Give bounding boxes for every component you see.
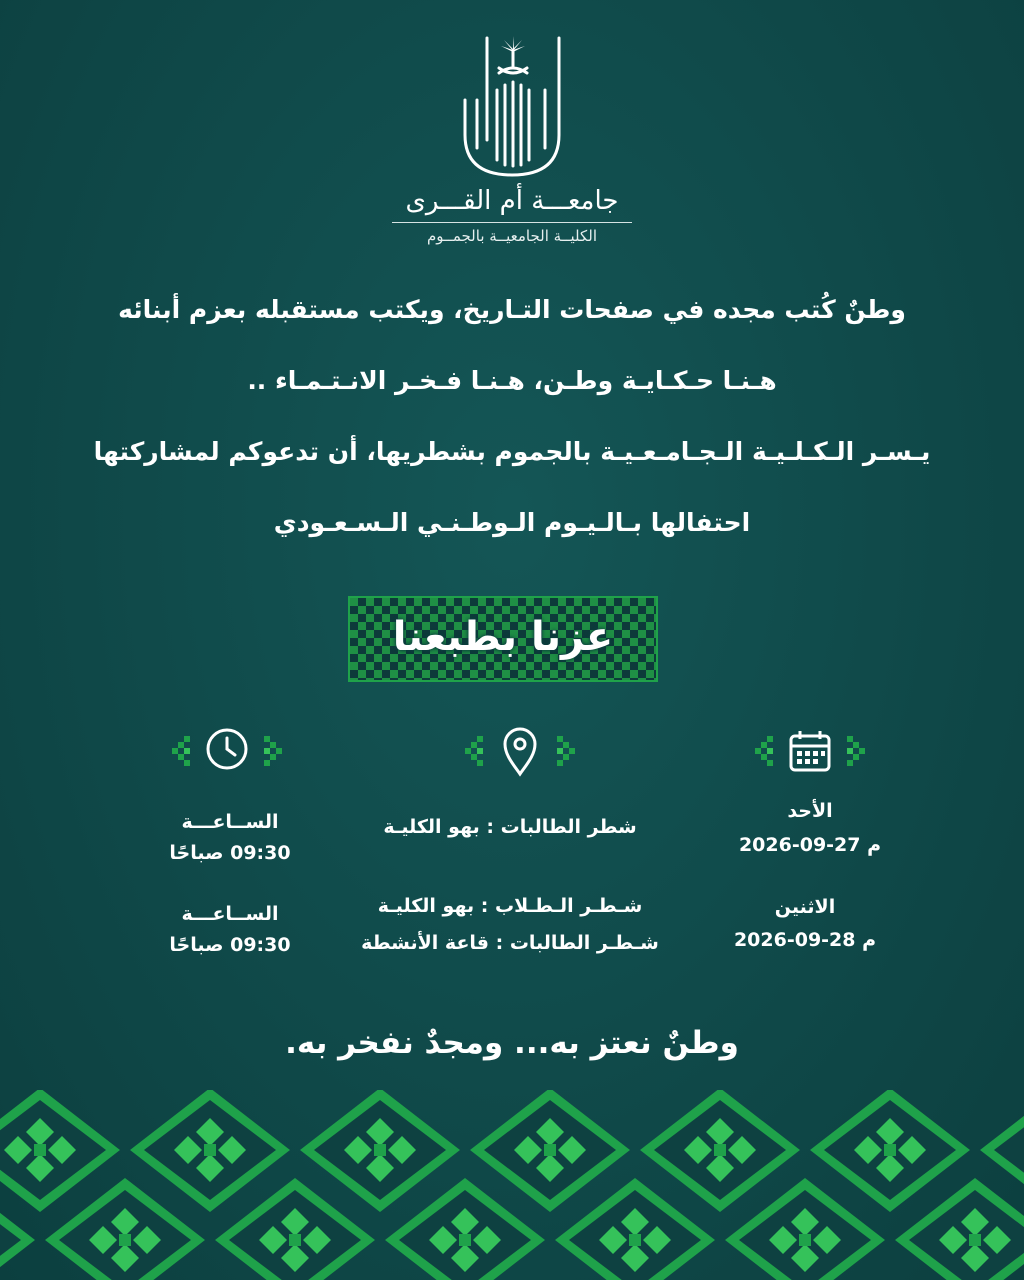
slogan-text: عزنا بطبعنا <box>392 614 614 660</box>
chevron-ornament-left <box>172 736 190 766</box>
location-2a: شـطـر الـطـلاب : بهو الكليـة <box>377 895 643 917</box>
chevron-ornament-right <box>264 736 282 766</box>
location-pin-icon <box>505 729 535 774</box>
time-icon-group <box>162 722 292 782</box>
calendar-icon <box>791 731 829 770</box>
slogan-badge <box>348 596 658 682</box>
day1-name: الأحد <box>787 800 833 822</box>
clock-icon <box>208 730 246 768</box>
intro-line-4: احتفالها بـالـيـوم الـوطـنـي الـسـعـودي <box>273 508 751 537</box>
time2-label: الســاعـــة <box>181 903 279 925</box>
date-icon-group <box>745 722 875 782</box>
day2-date: 2026-09-28 م <box>733 929 877 951</box>
divider <box>392 222 632 223</box>
chevron-ornament-right <box>847 736 865 766</box>
location-icon-group <box>455 722 585 782</box>
intro-line-3: يـسـر الـكـلـيـة الـجـامـعـيـة بالجموم بشطريها، أن تدعوكم لمشاركتها <box>93 437 931 466</box>
time1-label: الســاعـــة <box>181 811 279 833</box>
location-1: شطر الطالبات : بهو الكليـة <box>383 816 637 838</box>
sadu-pattern <box>0 1090 1024 1280</box>
day1-date: 2026-09-27 م <box>738 834 882 856</box>
umm-al-qura-emblem <box>457 30 567 180</box>
time1-value: 09:30 صباحًا <box>169 842 291 864</box>
chevron-ornament-left <box>755 736 773 766</box>
chevron-ornament-left <box>465 736 483 766</box>
university-logo <box>0 30 1024 245</box>
time2-value: 09:30 صباحًا <box>169 934 291 956</box>
intro-line-1: وطنٌ كُتب مجده في صفحات التـاريخ، ويكتب مستقبله بعزم أبنائه <box>118 295 906 324</box>
location-2b: شـطـر الطالبات : قاعة الأنشطة <box>361 932 659 954</box>
university-name: جامعـــة أم القـــرى <box>405 186 619 216</box>
chevron-ornament-right <box>557 736 575 766</box>
college-name: الكليــة الجامعيــة بالجمــوم <box>427 227 597 245</box>
closing-slogan: وطنٌ نعتز به... ومجدٌ نفخر به. <box>285 1025 739 1061</box>
day2-name: الاثنين <box>774 896 836 918</box>
intro-line-2: هـنـا حـكـايـة وطـن، هـنـا فـخـر الانـتـمـاء .. <box>247 366 777 395</box>
